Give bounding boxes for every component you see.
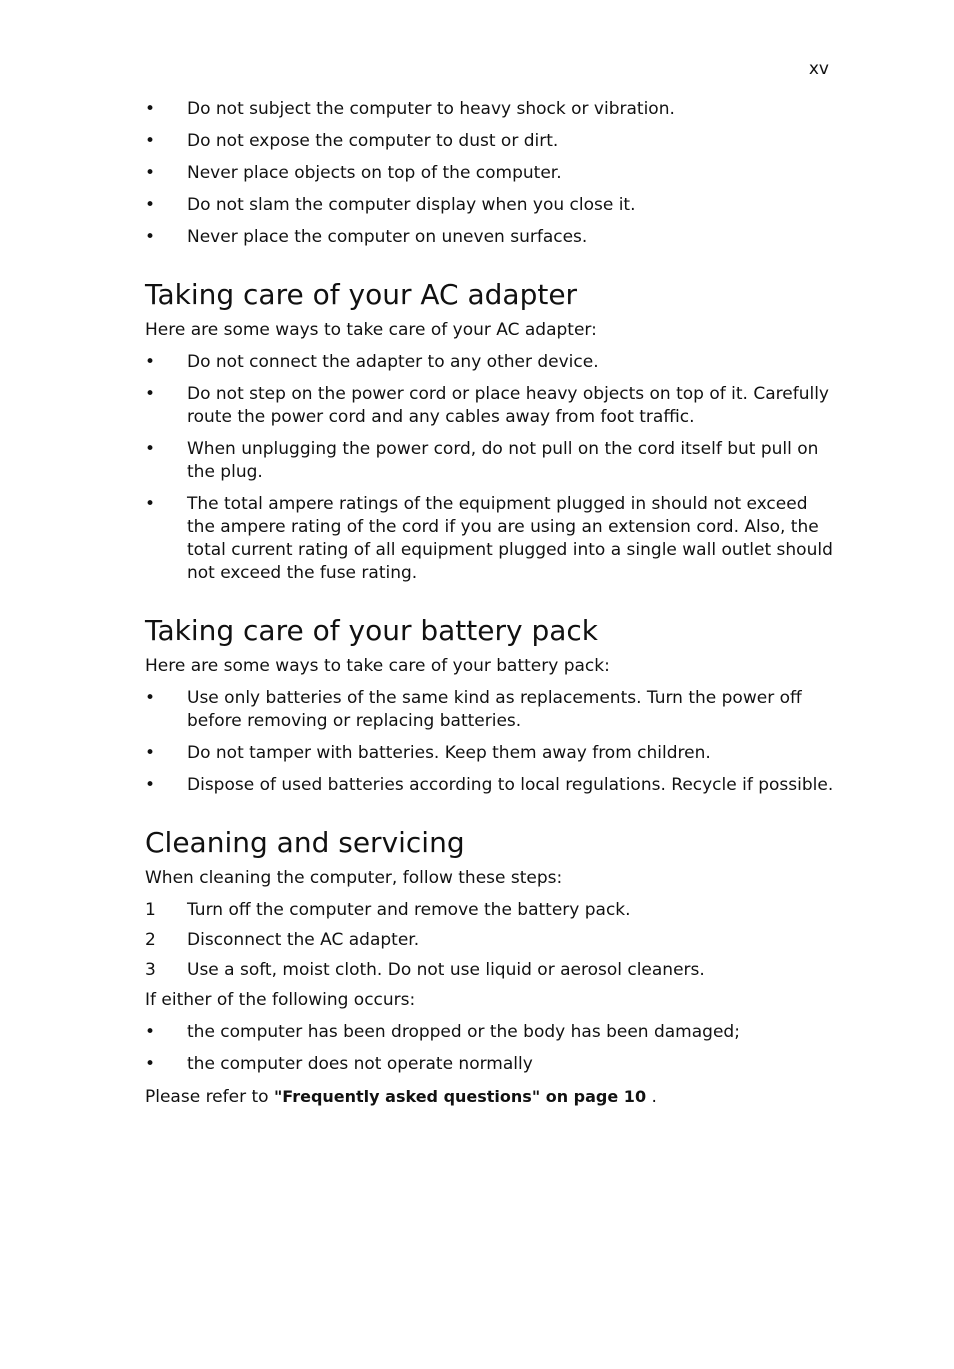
step-item	[145, 959, 835, 982]
list-item-text: the computer has been dropped or the body has been damaged;	[187, 1022, 740, 1042]
list-item	[145, 351, 835, 374]
list-item	[145, 162, 835, 185]
list-item-text: Do not slam the computer display when you close it.	[187, 195, 636, 215]
list-item	[145, 1021, 835, 1044]
section-intro: Here are some ways to take care of your battery pack:	[145, 656, 610, 676]
list-item	[145, 1053, 835, 1076]
bullet-icon: •	[145, 99, 156, 119]
list-item-text: When unplugging the power cord, do not pull on the cord itself but pull on the plug.	[187, 439, 819, 482]
list-item-text: Dispose of used batteries according to local regulations. Recycle if possible.	[187, 775, 834, 795]
bullet-icon: •	[145, 688, 156, 708]
faq-link[interactable]: "Frequently asked questions" on page 10	[273, 1087, 647, 1106]
list-item	[145, 687, 835, 733]
bullet-icon: •	[145, 743, 156, 763]
list-item	[145, 438, 835, 484]
list-item	[145, 226, 835, 249]
section-heading-cleaning: Cleaning and servicing	[145, 826, 465, 859]
page-number: xv	[808, 59, 829, 79]
list-item	[145, 383, 835, 429]
bullet-icon: •	[145, 494, 156, 514]
list-item	[145, 98, 835, 121]
list-item-text: Do not subject the computer to heavy shock or vibration.	[187, 99, 675, 119]
refer-paragraph	[145, 1085, 835, 1109]
list-item	[145, 194, 835, 217]
bullet-icon: •	[145, 775, 156, 795]
bullet-icon: •	[145, 384, 156, 404]
step-item	[145, 929, 835, 952]
step-text: Disconnect the AC adapter.	[187, 930, 420, 950]
bullet-icon: •	[145, 439, 156, 459]
step-number: 1	[145, 900, 156, 920]
list-item-text: Do not step on the power cord or place heavy objects on top of it. Carefully route the power cord and any cables away from foot traffic.	[187, 384, 829, 427]
step-item	[145, 899, 835, 922]
section-heading-ac-adapter: Taking care of your AC adapter	[145, 278, 578, 311]
list-item-text: Never place objects on top of the computer.	[187, 163, 562, 183]
list-item-text: Use only batteries of the same kind as replacements. Turn the power off before removing or replacing batteries.	[187, 688, 802, 731]
section-intro: When cleaning the computer, follow these steps:	[145, 868, 563, 888]
section-intro: Here are some ways to take care of your AC adapter:	[145, 320, 597, 340]
page-content	[145, 98, 835, 1109]
bullet-icon: •	[145, 1022, 156, 1042]
bullet-icon: •	[145, 195, 156, 215]
bullet-icon: •	[145, 227, 156, 247]
step-text: Turn off the computer and remove the battery pack.	[187, 900, 631, 920]
step-number: 3	[145, 960, 156, 980]
list-item-text: Do not expose the computer to dust or dirt.	[187, 131, 559, 151]
section-heading-battery-pack: Taking care of your battery pack	[145, 614, 599, 647]
list-item-text: The total ampere ratings of the equipment plugged in should not exceed the ampere rating of the cord if you are using an extension cord. Also, the total current rating of all equipment plugged into a single wall outlet should not exceed the fuse rating.	[187, 494, 833, 583]
list-item-text: Never place the computer on uneven surfaces.	[187, 227, 588, 247]
list-item	[145, 493, 835, 585]
bullet-icon: •	[145, 131, 156, 151]
ac-adapter-list	[145, 351, 835, 585]
bullet-icon: •	[145, 163, 156, 183]
refer-prefix: Please refer to	[145, 1087, 274, 1107]
list-item-text: Do not tamper with batteries. Keep them away from children.	[187, 743, 711, 763]
refer-suffix: .	[646, 1087, 657, 1107]
cleaning-steps-list	[145, 899, 835, 982]
bullet-icon: •	[145, 1054, 156, 1074]
top-bullet-list	[145, 98, 835, 249]
battery-pack-list	[145, 687, 835, 797]
step-text: Use a soft, moist cloth. Do not use liquid or aerosol cleaners.	[187, 960, 705, 980]
occurs-intro: If either of the following occurs:	[145, 990, 416, 1010]
step-number: 2	[145, 930, 156, 950]
list-item	[145, 774, 835, 797]
list-item-text: the computer does not operate normally	[187, 1054, 533, 1074]
occurs-list	[145, 1021, 835, 1076]
list-item-text: Do not connect the adapter to any other device.	[187, 352, 599, 372]
bullet-icon: •	[145, 352, 156, 372]
list-item	[145, 130, 835, 153]
list-item	[145, 742, 835, 765]
